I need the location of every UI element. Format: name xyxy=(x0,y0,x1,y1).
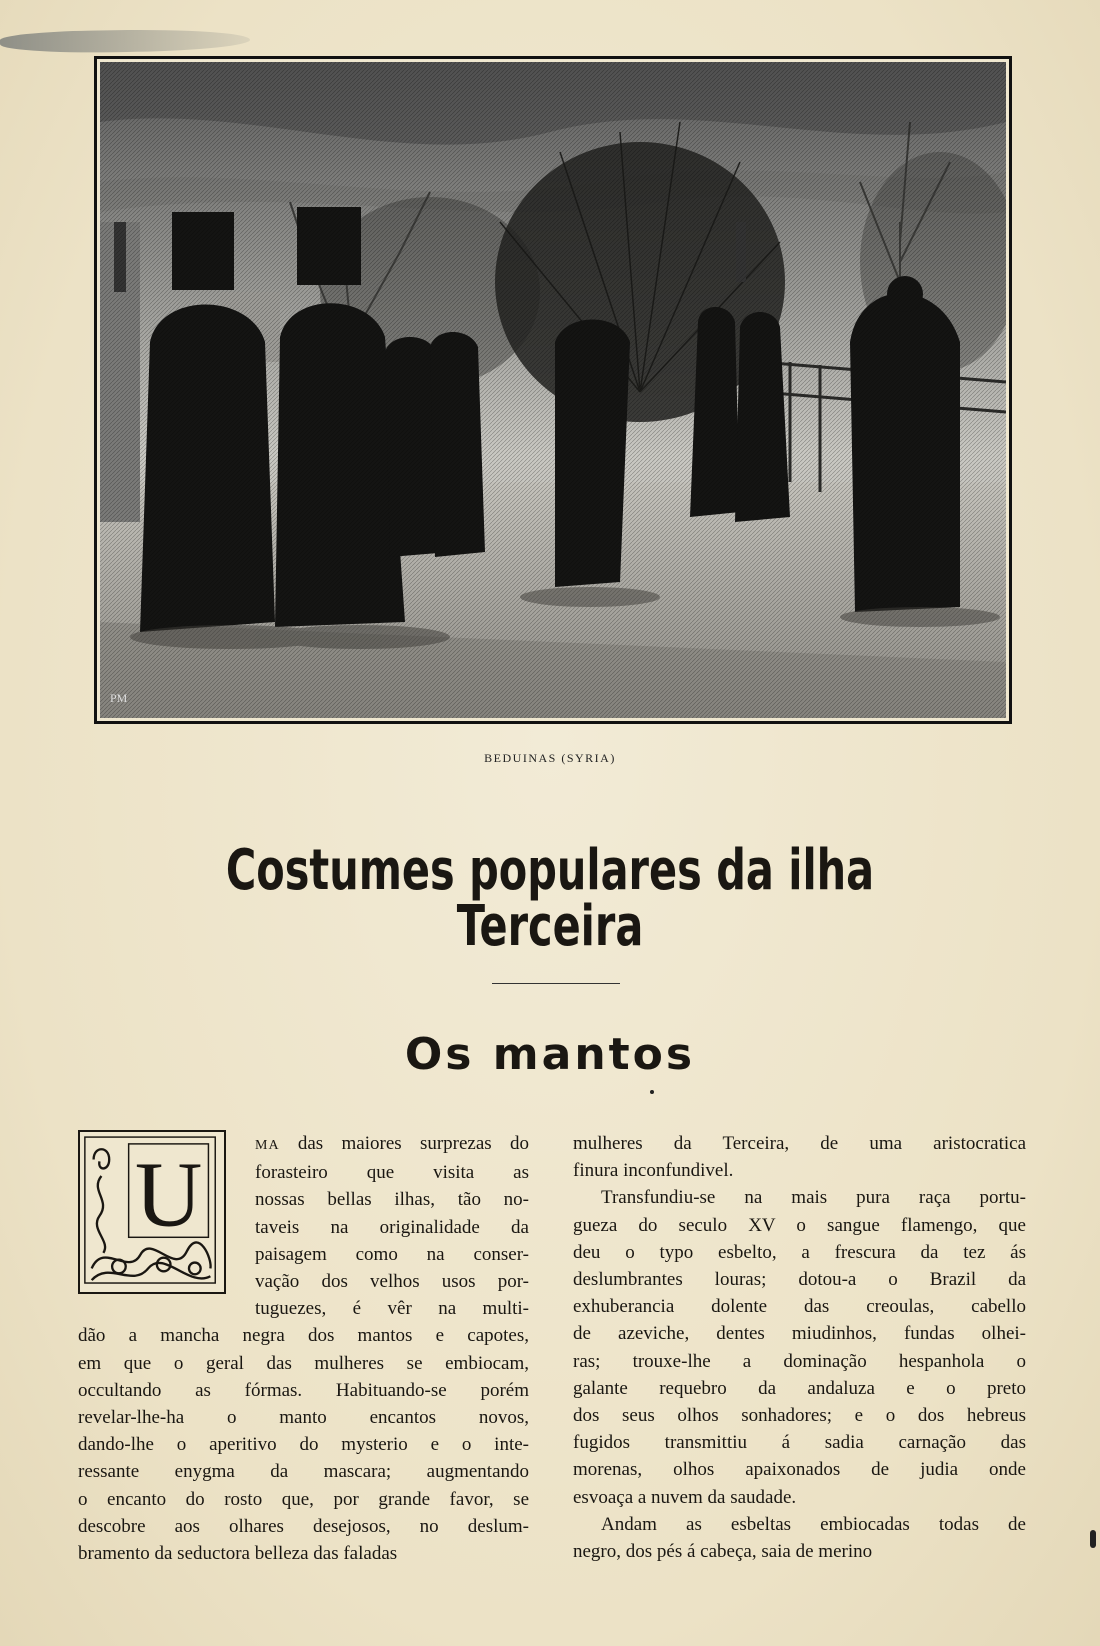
text-line: dão a mancha negra dos mantos e capotes, xyxy=(78,1325,529,1347)
article-column-left xyxy=(78,1130,529,1567)
text-line: esvoaça a nuvem da saudade. xyxy=(573,1486,797,1508)
text-line: fugidos transmittiu á sadia carnação das xyxy=(573,1432,1026,1454)
text-line: Transfundiu-se na mais pura raça portu- xyxy=(601,1187,1026,1209)
text-line: bramento da seductora belleza das faladas xyxy=(78,1543,398,1565)
text-line: Andam as esbeltas embiocadas todas de xyxy=(601,1513,1026,1535)
ornament-dot xyxy=(650,1090,654,1094)
drop-cap-letter: U xyxy=(134,1143,203,1247)
text-line: deu o typo esbelto, a frescura da tez ás xyxy=(573,1241,1026,1263)
article-subtitle: Os mantos xyxy=(404,1029,696,1080)
text-line: MA das maiores surprezas do xyxy=(255,1133,529,1154)
text-line: deslumbrantes louras; dotou-a o Brazil da xyxy=(573,1269,1026,1291)
text-line: exhuberancia dolente das creoulas, cabello xyxy=(573,1296,1026,1318)
text-line: descobre aos olhares desejosos, no deslum- xyxy=(78,1515,529,1537)
text-line: finura inconfundivel. xyxy=(573,1160,734,1182)
text-line: tuguezes, é vêr na multi- xyxy=(255,1298,529,1320)
article-title: Costumes populares da ilha Terceira xyxy=(225,838,875,959)
text-line: occultando as fórmas. Habituando-se porém xyxy=(78,1379,529,1401)
engraving-bedouins xyxy=(100,62,1006,718)
text-line: dando-lhe o aperitivo do mysterio e o inte- xyxy=(78,1434,529,1456)
text-line: galante requebro da andaluza e o preto xyxy=(573,1377,1026,1399)
article-column-right xyxy=(573,1130,1026,1565)
text-line: morenas, olhos apaixonados de judia onde xyxy=(573,1459,1026,1481)
text-line: de azeviche, dentes miudinhos, fundas olhei- xyxy=(573,1323,1026,1345)
text-line: em que o geral das mulheres se embiocam, xyxy=(78,1352,529,1374)
text-line: gueza do seculo XV o sangue flamengo, que xyxy=(573,1214,1026,1236)
ink-smudge xyxy=(0,28,250,54)
text-line: nossas bellas ilhas, tão no- xyxy=(255,1189,529,1211)
photo-caption: BEDUINAS (SYRIA) xyxy=(484,751,616,765)
text-line: negro, dos pés á cabeça, saia de merino xyxy=(573,1541,873,1563)
text-line: paisagem como na conser- xyxy=(255,1243,529,1265)
text-line: revelar-lhe-ha o manto encantos novos, xyxy=(78,1407,529,1429)
text-line: dos seus olhos sonhadores; e o dos hebreus xyxy=(573,1405,1026,1427)
text-line: taveis na originalidade da xyxy=(255,1216,529,1238)
text-line: ressante enygma da mascara; augmentando xyxy=(78,1461,529,1483)
photo-frame xyxy=(94,56,1012,724)
text-line: ras; trouxe-lhe a dominação hespanhola o xyxy=(573,1350,1026,1372)
text-line: mulheres da Terceira, de uma aristocratica xyxy=(573,1133,1026,1154)
text-line: o encanto do rosto que, por grande favor, se xyxy=(78,1488,529,1510)
margin-ink-mark xyxy=(1090,1530,1096,1548)
title-divider xyxy=(492,983,620,984)
text-line: vação dos velhos usos por- xyxy=(255,1271,529,1293)
text-line: forasteiro que visita as xyxy=(255,1162,529,1184)
engraver-monogram: PM xyxy=(110,691,128,705)
